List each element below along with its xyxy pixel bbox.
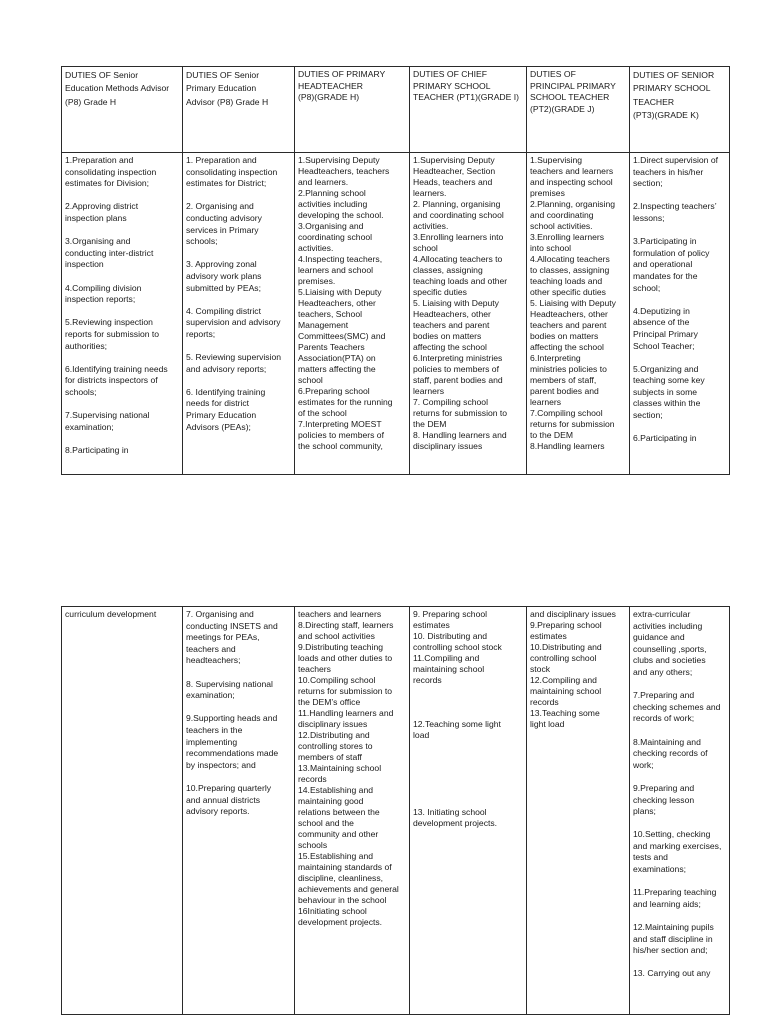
duties-cell-senior-primary-teacher <box>630 607 730 1015</box>
table-header-row <box>62 67 730 153</box>
duties-text: 9. Preparing school estimates 10. Distributing and controlling school stock 11.Compiling and maintaining school records 12.Teaching some light load 13. Initiating school development projects. <box>413 609 502 828</box>
table-row <box>62 153 730 475</box>
header-text: DUTIES OF Senior Primary Education Advisor (P8) Grade H <box>186 70 269 107</box>
duties-cell-spea <box>183 607 295 1015</box>
header-cell-senior-primary-teacher <box>630 67 730 153</box>
header-cell-chief-primary-teacher <box>410 67 527 153</box>
header-text: DUTIES OF CHIEF PRIMARY SCHOOL TEACHER (PT1)(GRADE I) <box>413 69 519 103</box>
duties-text: and disciplinary issues 9.Preparing school estimates 10.Distributing and controlling school stock 12.Compiling and maintaining school records 13.Teaching some light load <box>530 609 616 729</box>
header-cell-spea <box>183 67 295 153</box>
header-cell-primary-headteacher <box>295 67 410 153</box>
header-cell-semea <box>62 67 183 153</box>
duties-cell-chief-primary-teacher <box>410 607 527 1015</box>
duties-text: extra-curricular activities including guidance and counselling ,sports, clubs and societies and any others; 7.Preparing and checking schemes and records of work; 8.Maintaining and checking records of work; 9.Preparing and checking lesson plans; 10.Setting, checking and marking exercises, tests and examinations; 11.Preparing teaching and learning aids; 12.Maintaining pupils and staff discipline in his/her section and; 13. Carrying out any <box>633 609 722 979</box>
duties-cell-senior-primary-teacher <box>630 153 730 475</box>
table-row <box>62 607 730 1015</box>
duties-text: 1.Supervising Deputy Headteacher, Section Heads, teachers and learners. 2. Planning, organising and coordinating school activities. 3.Enrolling learners into school 4.Allocating teachers to classes, assigning teaching loads and other specific duties 5. Liaising with Deputy Headteachers, other teachers and parent bodies on matters affecting the school 6.Interpreting ministries policies to members of staff, parent bodies and learners 7. Compiling school returns for submission to the DEM 8. Handling learners and disciplinary issues <box>413 155 508 451</box>
duties-cell-chief-primary-teacher <box>410 153 527 475</box>
header-cell-principal-primary-teacher <box>527 67 630 153</box>
duties-text: curriculum development <box>65 609 157 619</box>
duties-text: 1. Preparation and consolidating inspection estimates for District; 2. Organising and conducting advisory services in Primary schools; 3. Approving zonal advisory work plans submitted by PEAs; 4. Compiling district supervision and advisory reports; 5. Reviewing supervision and advisory reports; 6. Identifying training needs for district Primary Education Advisors (PEAs); <box>186 155 282 432</box>
duties-text: 1.Direct supervision of teachers in his/her section; 2.Inspecting teachers’ lessons; 3.Participating in formulation of policy and operational mandates for the school; 4.Deputizing in absence of the Principal Primary School Teacher; 5.Organizing and teaching some key subjects in some classes within the section; 6.Participating in <box>633 155 719 444</box>
duties-cell-semea <box>62 607 183 1015</box>
duties-cell-primary-headteacher <box>295 607 410 1015</box>
duties-text: teachers and learners 8.Directing staff, learners and school activities 9.Distributing teaching loads and other duties to teachers 10.Compiling school returns for submission to the DEM’s office 11.Handling learners and disciplinary issues 12.Distributing and controlling stores to members of staff 13.Maintaining school records 14.Establishing and maintaining good relations between the school and the community and other schools 15.Establishing and maintaining standards of discipline, cleanliness, achievements and general behaviour in the school 16Initiating school development projects. <box>298 609 399 927</box>
duties-text: 1.Preparation and consolidating inspection estimates for Division; 2.Approving district inspection plans 3.Organising and conducting inter-district inspection 4.Compiling division inspection reports; 5.Reviewing inspection reports for submission to authorities; 6.Identifying training needs for districts inspectors of schools; 7.Supervising national examination; 8.Participating in <box>65 155 168 455</box>
duties-text: 7. Organising and conducting INSETS and meetings for PEAs, teachers and headteachers; 8. Supervising national examination; 9.Supporting heads and teachers in the implementing recommendations made by inspectors; and 10.Preparing quarterly and annual districts advisory reports. <box>186 609 279 817</box>
duties-text: 1.Supervising teachers and learners and inspecting school premises 2.Planning, organising and coordinating school activities. 3.Enrolling learners into school 4.Allocating teachers to classes, assigning teaching loads and other specific duties 5. Liaising with Deputy Headteachers, other teachers and parent bodies on matters affecting the school 6.Interpreting ministries policies to members of staff, parent bodies and learners 7.Compiling school returns for submission to the DEM 8.Handling learners <box>530 155 616 451</box>
duties-table-page-2 <box>61 606 730 1015</box>
header-text: DUTIES OF PRINCIPAL PRIMARY SCHOOL TEACHER (PT2)(GRADE J) <box>530 69 616 114</box>
header-text: DUTIES OF SENIOR PRIMARY SCHOOL TEACHER (PT3)(GRADE K) <box>633 70 715 121</box>
header-text: DUTIES OF Senior Education Methods Advisor (P8) Grade H <box>65 70 170 107</box>
duties-table-page-1 <box>61 66 730 475</box>
duties-cell-spea <box>183 153 295 475</box>
duties-cell-semea <box>62 153 183 475</box>
duties-cell-principal-primary-teacher <box>527 607 630 1015</box>
duties-text: 1.Supervising Deputy Headteachers, teachers and learners. 2.Planning school activities including developing the school. 3.Organising and coordinating school activities. 4.Inspecting teachers, learners and school premises. 5.Liaising with Deputy Headteachers, other teachers, School Management Committees(SMC) and Parents Teachers Association(PTA) on matters affecting the school 6.Preparing school estimates for the running of the school 7.Interpreting MOEST policies to members of the school community, <box>298 155 393 451</box>
header-text: DUTIES OF PRIMARY HEADTEACHER (P8)(GRADE H) <box>298 69 386 103</box>
duties-cell-primary-headteacher <box>295 153 410 475</box>
duties-cell-principal-primary-teacher <box>527 153 630 475</box>
